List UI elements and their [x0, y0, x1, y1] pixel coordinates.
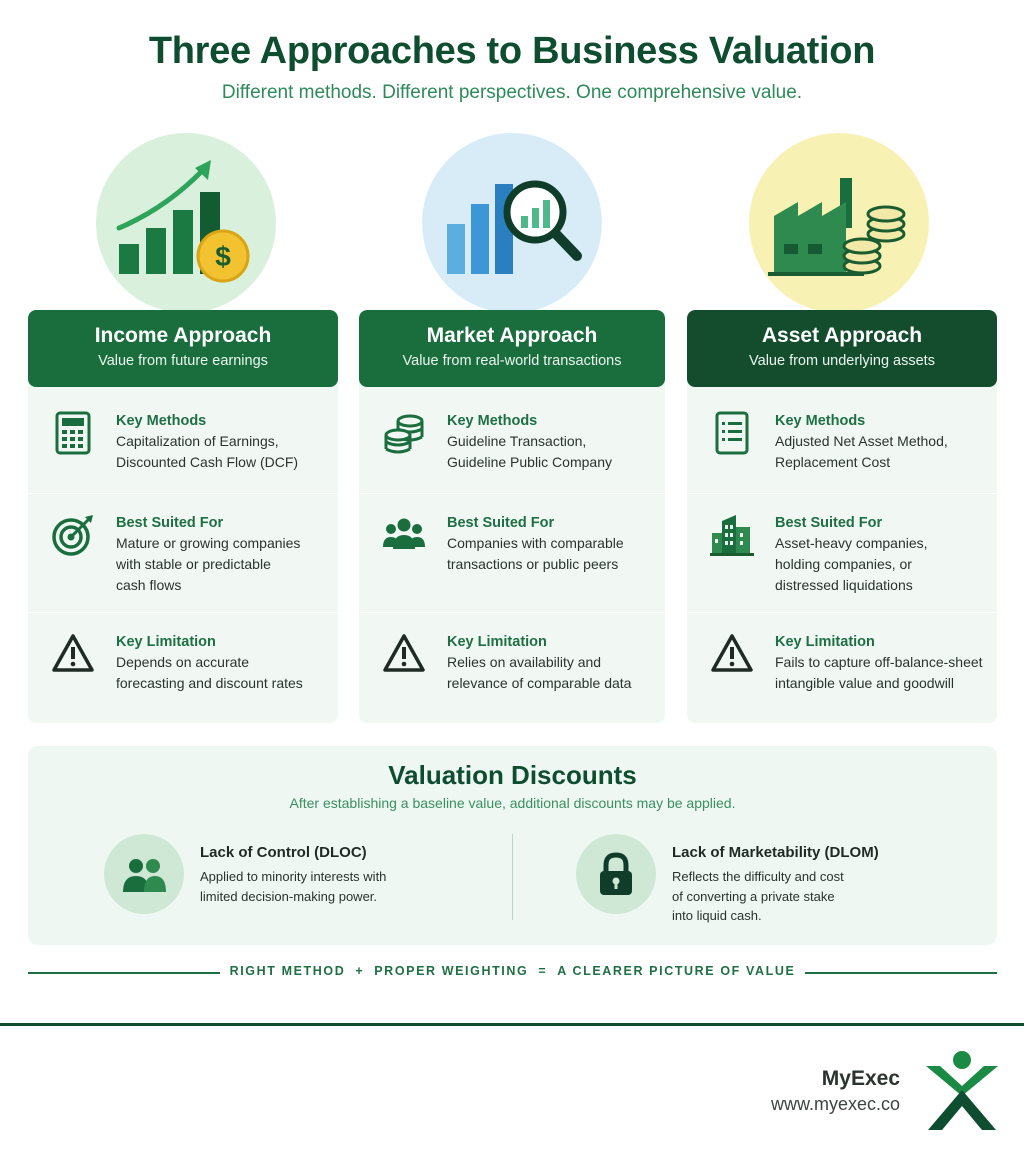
income-key-limitation — [28, 632, 338, 694]
row-text: Mature or growing companies — [116, 535, 301, 551]
market-best-suited — [359, 513, 665, 575]
dlom-text: of converting a private stake — [672, 888, 835, 904]
document-list-icon — [710, 411, 754, 455]
row-text: Fails to capture off-balance-sheet — [775, 654, 983, 670]
target-icon — [51, 513, 95, 557]
dlom-text: into liquid cash. — [672, 908, 762, 923]
row-text: forecasting and discount rates — [116, 675, 303, 691]
warning-icon — [710, 632, 754, 676]
valuation-discounts-panel — [28, 746, 997, 945]
row-text: Relies on availability and — [447, 654, 602, 670]
svg-text:$: $ — [215, 241, 231, 272]
asset-approach-card — [687, 310, 997, 723]
magnifier-bar-chart-icon — [437, 158, 587, 288]
dloc-item — [104, 834, 386, 914]
row-text: distressed liquidations — [775, 577, 913, 593]
income-card-title: Income Approach — [94, 324, 272, 347]
asset-card-header — [687, 310, 997, 387]
formula-text — [28, 964, 997, 978]
brand-url[interactable]: www.myexec.co — [770, 1094, 900, 1114]
dloc-text: limited decision-making power. — [200, 888, 378, 904]
row-label: Key Limitation — [116, 634, 216, 650]
warning-icon — [51, 632, 95, 676]
row-text: Guideline Public Company — [447, 454, 612, 470]
padlock-icon — [592, 850, 640, 898]
row-text: Capitalization of Earnings, — [116, 433, 279, 449]
dlom-item — [576, 834, 879, 926]
row-label: Best Suited For — [116, 515, 224, 531]
building-icon — [710, 513, 754, 557]
asset-key-limitation — [687, 632, 997, 694]
asset-best-suited — [687, 513, 997, 596]
rising-bar-chart-dollar-icon — [111, 158, 261, 288]
dloc-label: Lack of Control (DLOC) — [200, 844, 367, 861]
income-approach-card — [28, 310, 338, 723]
formula-right-rule — [805, 972, 997, 974]
row-text: holding companies, or — [775, 556, 912, 572]
formula-part-result: A CLEARER PICTURE OF VALUE — [557, 964, 796, 978]
formula-part-method: RIGHT METHOD — [229, 964, 346, 978]
discounts-divider — [512, 834, 513, 920]
calculator-icon — [51, 411, 95, 455]
income-card-tagline: Value from future earnings — [98, 353, 268, 369]
row-label: Key Limitation — [775, 634, 875, 650]
discounts-subtitle: After establishing a baseline value, additional discounts may be applied. — [289, 795, 736, 811]
formula-plus: + — [355, 964, 365, 978]
asset-hero — [749, 133, 929, 313]
row-text: with stable or predictable — [116, 556, 271, 572]
discounts-title: Valuation Discounts — [388, 760, 637, 790]
market-approach-card — [359, 310, 665, 723]
asset-key-methods — [687, 411, 997, 473]
row-label: Key Limitation — [447, 634, 547, 650]
myexec-figure-logo — [922, 1050, 1002, 1134]
row-label: Key Methods — [447, 413, 538, 429]
income-key-methods — [28, 411, 338, 473]
row-text: relevance of comparable data — [447, 675, 632, 691]
dloc-text: Applied to minority interests with — [200, 869, 387, 884]
group-icon — [382, 513, 426, 557]
market-card-header — [359, 310, 665, 387]
page-title: Three Approaches to Business Valuation — [148, 30, 876, 72]
row-text: Asset-heavy companies, — [775, 535, 928, 551]
people-icon — [120, 850, 168, 898]
brand-block — [771, 1066, 900, 1116]
warning-icon — [382, 632, 426, 676]
footer-divider — [0, 1023, 1024, 1026]
market-card-title: Market Approach — [426, 324, 598, 347]
formula-equals: = — [538, 964, 548, 978]
market-key-limitation — [359, 632, 665, 694]
row-text: Replacement Cost — [775, 454, 891, 470]
factory-coins-icon — [764, 158, 914, 288]
row-text: transactions or public peers — [447, 556, 619, 572]
income-hero — [96, 133, 276, 313]
brand-name: MyExec — [821, 1067, 900, 1090]
value-formula — [28, 962, 997, 984]
income-card-header — [28, 310, 338, 387]
coins-icon — [382, 411, 426, 455]
dlom-label: Lack of Marketability (DLOM) — [672, 844, 879, 861]
page-subtitle: Different methods. Different perspectives. One comprehensive value. — [221, 82, 803, 103]
row-text: Adjusted Net Asset Method, — [775, 433, 948, 449]
row-text: intangible value and goodwill — [775, 675, 955, 691]
row-label: Key Methods — [116, 413, 207, 429]
market-key-methods — [359, 411, 665, 473]
market-hero — [422, 133, 602, 313]
asset-card-title: Asset Approach — [761, 324, 923, 347]
row-text: Guideline Transaction, — [447, 433, 587, 449]
income-best-suited — [28, 513, 338, 596]
row-label: Best Suited For — [447, 515, 555, 531]
formula-part-weighting: PROPER WEIGHTING — [374, 964, 529, 978]
row-text: Depends on accurate — [116, 654, 250, 670]
dlom-text: Reflects the difficulty and cost — [672, 869, 844, 884]
row-label: Key Methods — [775, 413, 866, 429]
row-text: cash flows — [116, 577, 182, 593]
row-text: Companies with comparable — [447, 535, 624, 551]
row-label: Best Suited For — [775, 515, 883, 531]
row-text: Discounted Cash Flow (DCF) — [116, 454, 299, 470]
market-card-tagline: Value from real-world transactions — [402, 353, 622, 369]
asset-card-tagline: Value from underlying assets — [749, 353, 935, 369]
